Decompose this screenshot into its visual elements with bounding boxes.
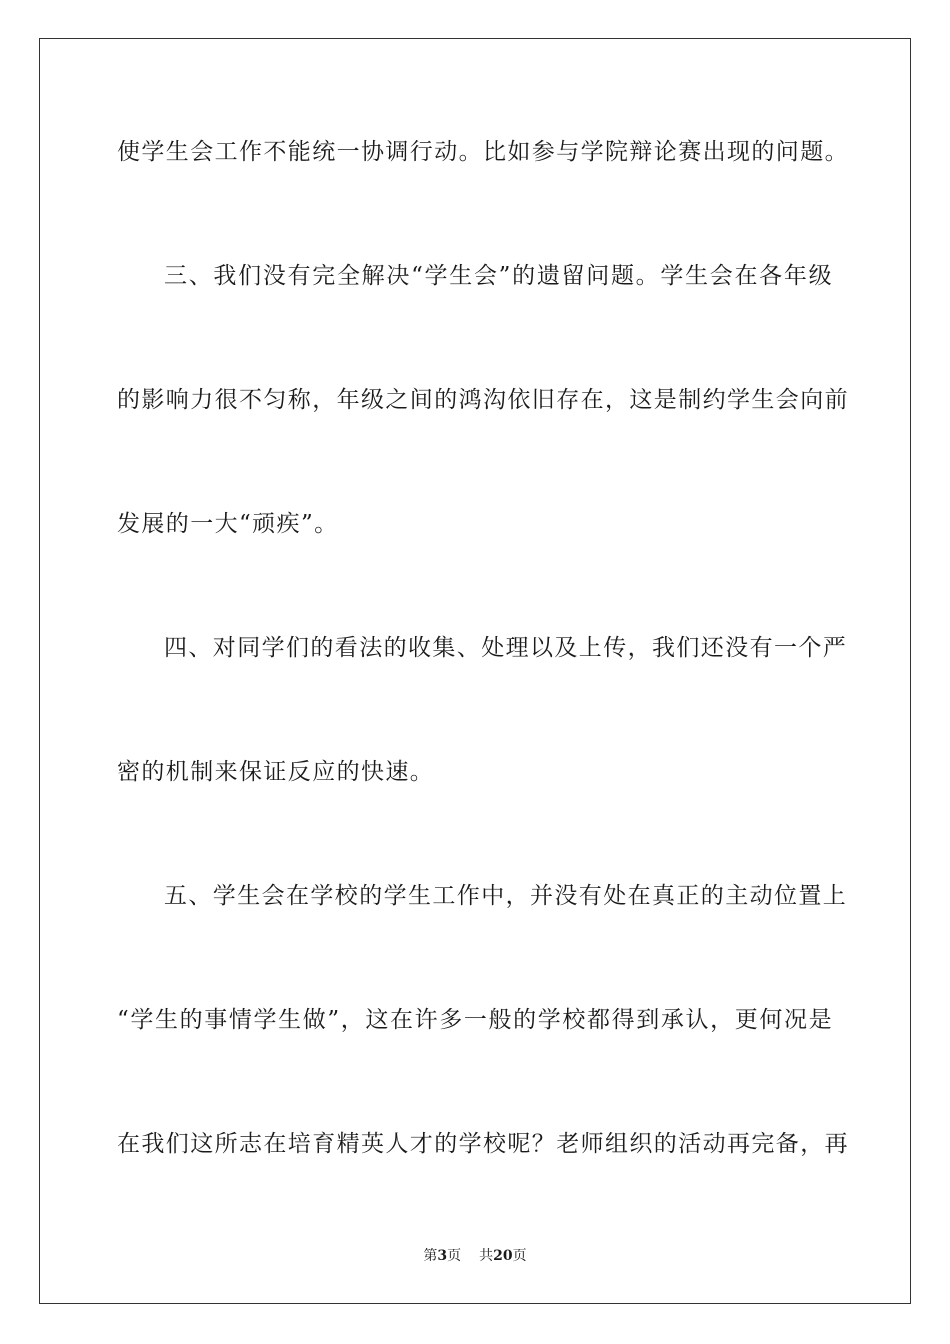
text-line-6: 密的机制来保证反应的快速。 bbox=[117, 759, 435, 785]
text-line-8: “学生的事情学生做”，这在许多一般的学校都得到承认，更何况是 bbox=[117, 1007, 833, 1033]
text-line-3: 的影响力很不匀称，年级之间的鸿沟依旧存在，这是制约学生会向前 bbox=[117, 387, 849, 413]
page-border bbox=[39, 38, 911, 1304]
text-line-9: 在我们这所志在培育精英人才的学校呢？老师组织的活动再完备，再 bbox=[117, 1131, 849, 1157]
text-line-7: 五、学生会在学校的学生工作中，并没有处在真正的主动位置上 bbox=[164, 883, 848, 909]
footer-page-suffix: 页 bbox=[447, 1248, 462, 1264]
footer-page-number: 3 bbox=[437, 1248, 448, 1264]
footer-total-suffix: 页 bbox=[512, 1248, 527, 1264]
footer-total-prefix: 共 bbox=[479, 1248, 494, 1264]
text-line-5: 四、对同学们的看法的收集、处理以及上传，我们还没有一个严 bbox=[164, 635, 848, 661]
footer-page-prefix: 第 bbox=[423, 1248, 438, 1264]
page-footer bbox=[0, 1247, 950, 1265]
text-line-4: 发展的一大“顽疾”。 bbox=[117, 511, 339, 537]
footer-total-number: 20 bbox=[493, 1248, 513, 1264]
text-line-1: 使学生会工作不能统一协调行动。比如参与学院辩论赛出现的问题。 bbox=[117, 139, 849, 165]
text-line-2: 三、我们没有完全解决“学生会”的遗留问题。学生会在各年级 bbox=[164, 263, 833, 289]
